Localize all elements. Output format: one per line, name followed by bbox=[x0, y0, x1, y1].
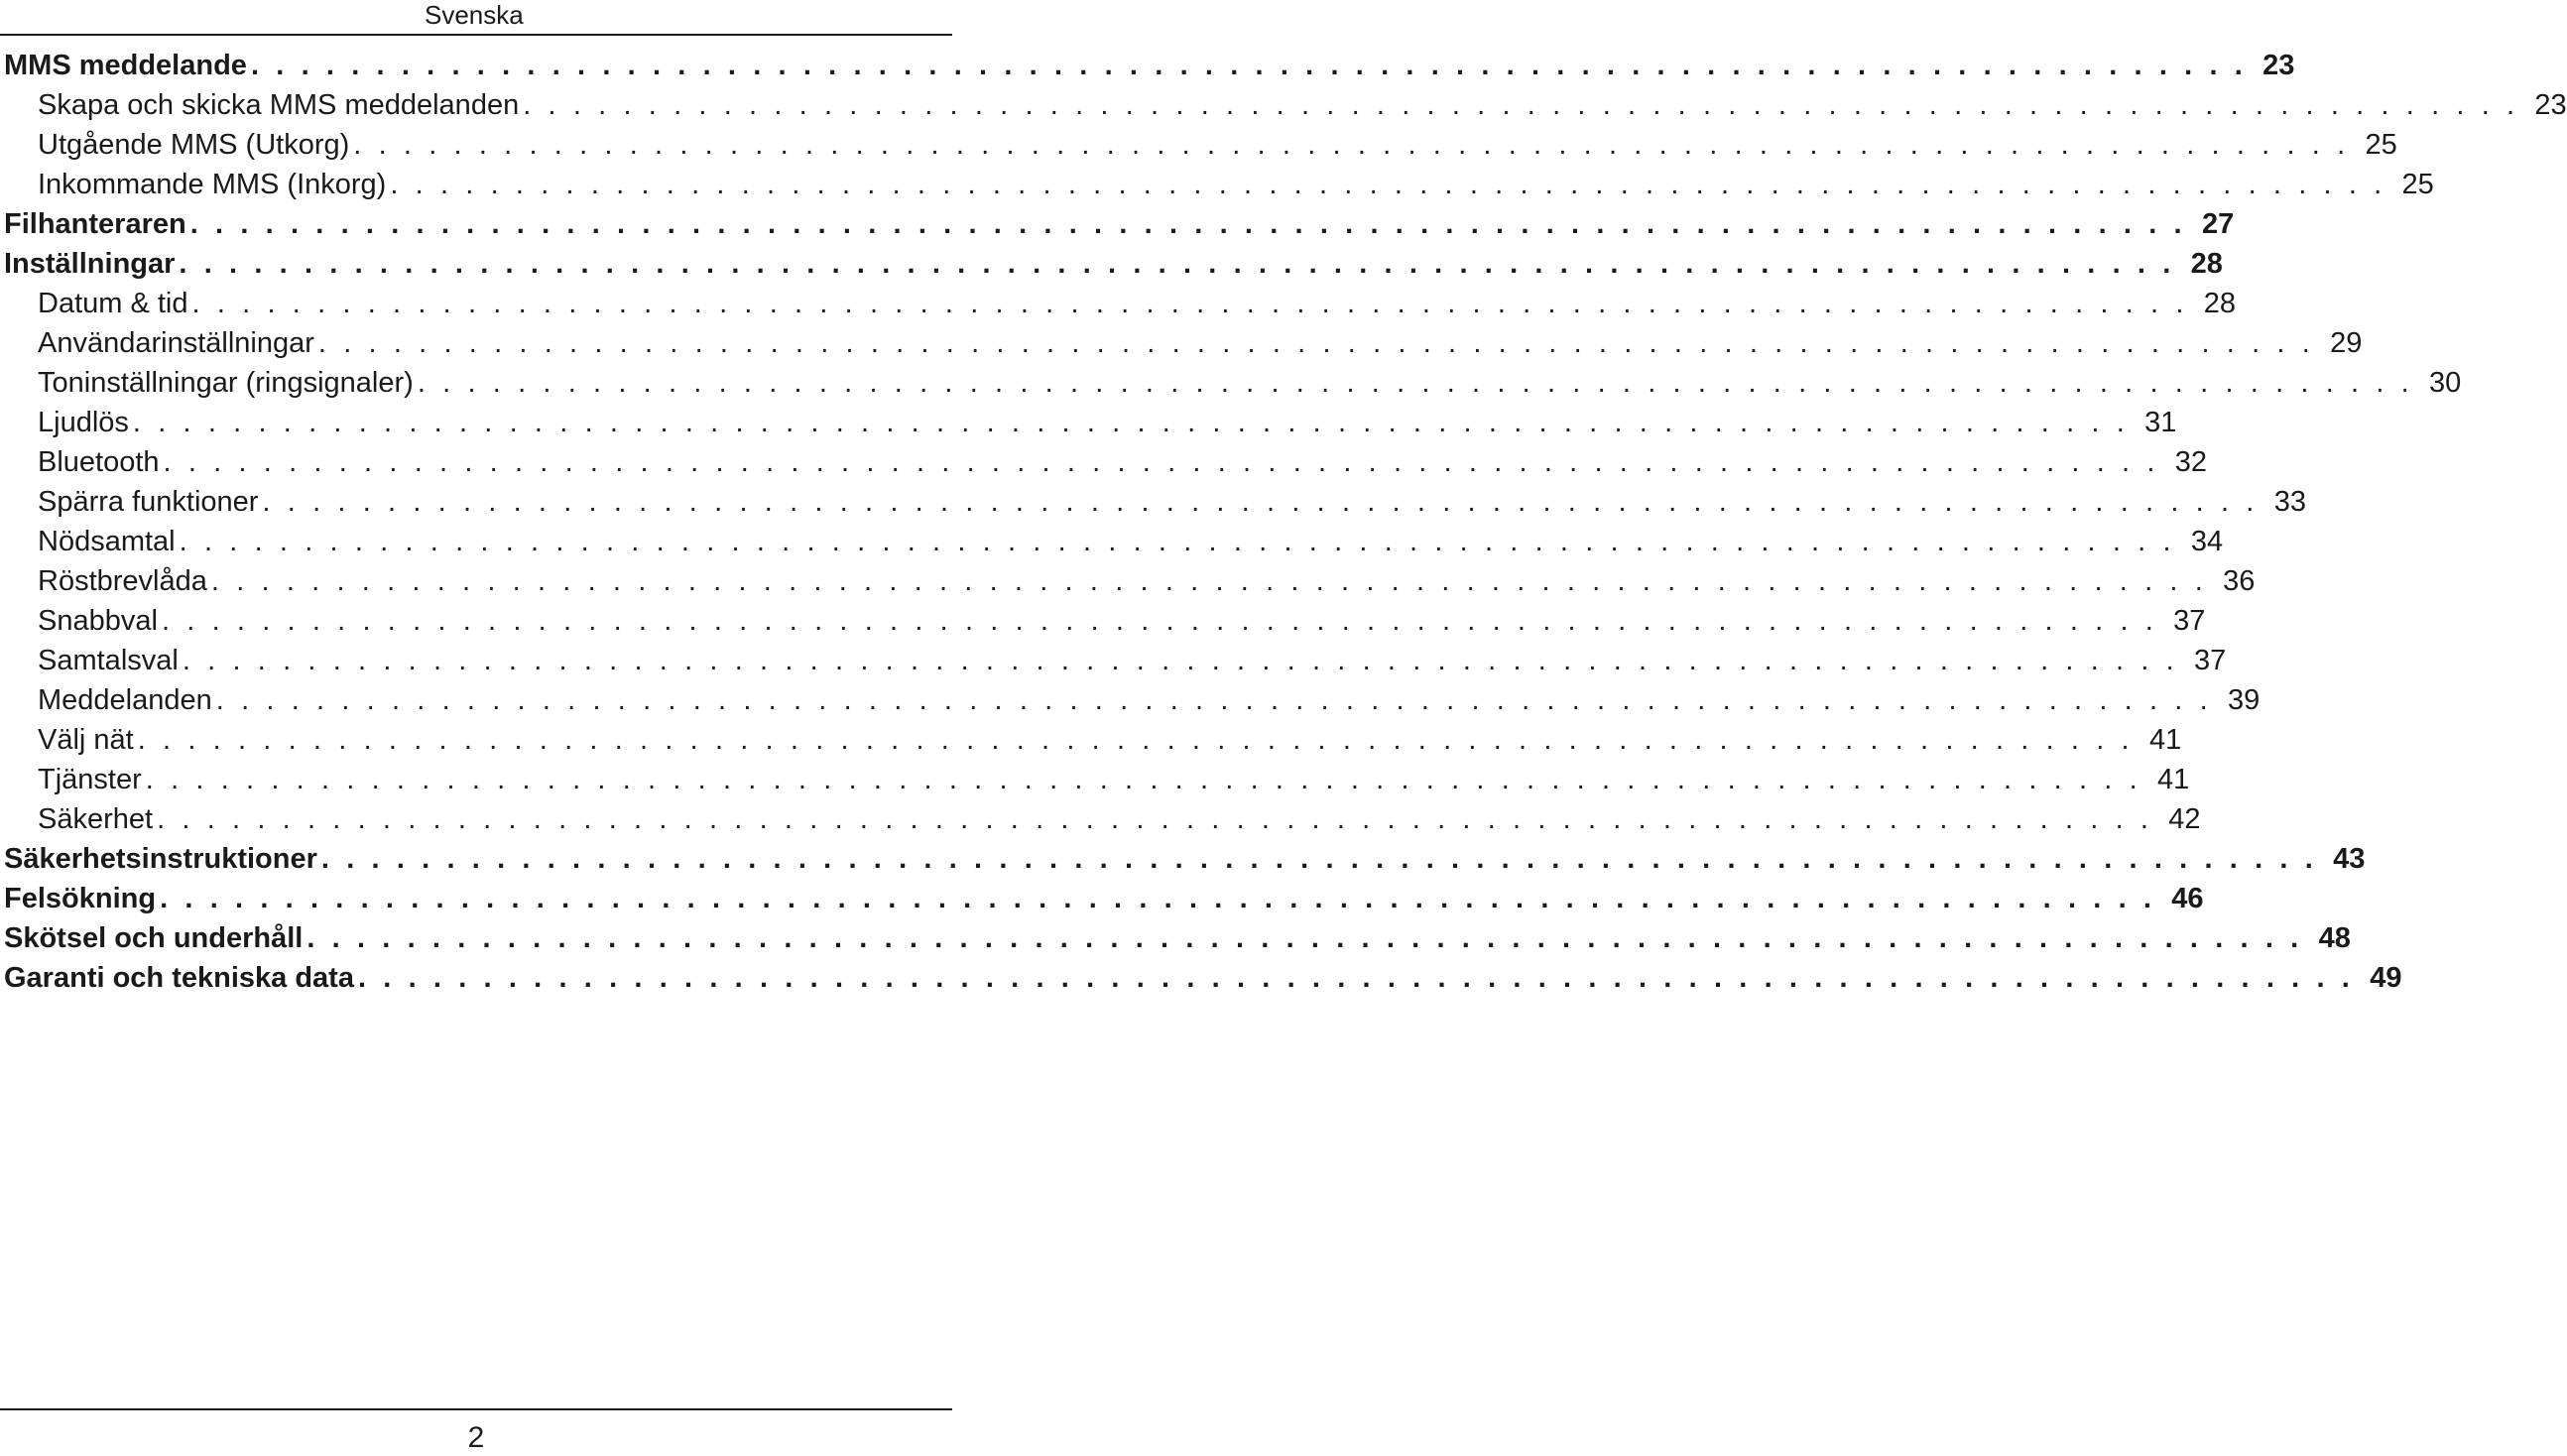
toc-entry-page: 43 bbox=[2333, 843, 2366, 875]
toc-entry-page: 39 bbox=[2227, 684, 2261, 716]
toc-entry-title: Samtalsval bbox=[38, 645, 179, 676]
toc-entry-page: 25 bbox=[2401, 169, 2434, 200]
toc-entry[interactable] bbox=[0, 403, 2177, 442]
toc-entry-page: 41 bbox=[2148, 724, 2182, 756]
footer-divider bbox=[0, 1408, 952, 1410]
toc-entry-title: Skötsel och underhåll bbox=[4, 922, 304, 954]
toc-entry-title: Felsökning bbox=[4, 883, 157, 914]
dot-leader: . . . . . . . . . . . . . . . . . . . . . . . . . . . . . . . . . . . . . . . . . . . . . . . . . . . . . . . . . . . . . . . . . . . . . . . . . . . . . . . . bbox=[215, 684, 2213, 716]
toc-entry[interactable] bbox=[0, 760, 2190, 799]
dot-leader: . . . . . . . . . . . . . . . . . . . . . . . . . . . . . . . . . . . . . . . . . . . . . . . . . . . . . . . . . . . . . . . . . . . . . . . . . . . . . . . . bbox=[523, 89, 2519, 121]
dot-leader: . . . . . . . . . . . . . . . . . . . . . . . . . . . . . . . . . . . . . . . . . . . . . . . . . . . . . . . . . . . . . . . . . . . . . . . . . . . . . . . . bbox=[182, 645, 2179, 676]
toc-entry[interactable] bbox=[0, 958, 2402, 998]
page-number: 2 bbox=[467, 1421, 485, 1454]
toc-entry-title: Säkerhet bbox=[38, 803, 154, 835]
toc-entry-page: 36 bbox=[2223, 565, 2256, 597]
toc-entry-page: 48 bbox=[2318, 922, 2351, 954]
dot-leader: . . . . . . . . . . . . . . . . . . . . . . . . . . . . . . . . . . . . . . . . . . . . . . . . . . . . . . . . . . . . . . . . . . . . . . . . . . . . . . . . bbox=[357, 962, 2355, 994]
toc-entry-page: 41 bbox=[2156, 764, 2190, 795]
toc-entry-title: Spärra funktioner bbox=[38, 486, 259, 518]
toc-entry-page: 49 bbox=[2370, 962, 2402, 994]
toc-entry-title: Säkerhetsinstruktioner bbox=[4, 843, 317, 875]
toc-entry[interactable] bbox=[0, 839, 2366, 879]
toc-entry-title: Toninställningar (ringsignaler) bbox=[38, 367, 414, 399]
dot-leader: . . . . . . . . . . . . . . . . . . . . . . . . . . . . . . . . . . . . . . . . . . . . . . . . . . . . . . . . . . . . . . . . . . . . . . . . . . . . . . . . bbox=[161, 605, 2158, 637]
toc-entry-title: Användarinställningar bbox=[38, 327, 314, 359]
toc-entry[interactable] bbox=[0, 204, 2235, 244]
toc-entry-page: 31 bbox=[2144, 407, 2177, 438]
toc-entry-page: 29 bbox=[2330, 327, 2363, 359]
toc-entry[interactable] bbox=[0, 165, 2434, 204]
dot-leader: . . . . . . . . . . . . . . . . . . . . . . . . . . . . . . . . . . . . . . . . . . . . . . . . . . . . . . . . . . . . . . . . . . . . . . . . . . . . . . . . bbox=[179, 526, 2176, 557]
toc-entry[interactable] bbox=[0, 918, 2351, 958]
table-of-contents bbox=[0, 46, 2567, 998]
toc-entry-title: Utgående MMS (Utkorg) bbox=[38, 129, 350, 161]
toc-entry[interactable] bbox=[0, 85, 2567, 125]
toc-entry-page: 37 bbox=[2173, 605, 2206, 637]
dot-leader: . . . . . . . . . . . . . . . . . . . . . . . . . . . . . . . . . . . . . . . . . . . . . . . . . . . . . . . . . . . . . . . . . . . . . . . . . . . . . . . . bbox=[157, 803, 2153, 835]
toc-entry[interactable] bbox=[0, 46, 2295, 85]
toc-entry-page: 28 bbox=[2190, 248, 2223, 280]
toc-entry-title: Filhanteraren bbox=[4, 208, 186, 240]
dot-leader: . . . . . . . . . . . . . . . . . . . . . . . . . . . . . . . . . . . . . . . . . . . . . . . . . . . . . . . . . . . . . . . . . . . . . . . . . . . . . . . . bbox=[320, 843, 2318, 875]
toc-entry[interactable] bbox=[0, 363, 2462, 403]
toc-entry[interactable] bbox=[0, 522, 2224, 561]
toc-entry[interactable] bbox=[0, 244, 2223, 284]
dot-leader: . . . . . . . . . . . . . . . . . . . . . . . . . . . . . . . . . . . . . . . . . . . . . . . . . . . . . . . . . . . . . . . . . . . . . . . . . . . . . . . . bbox=[132, 407, 2130, 438]
toc-entry-page: 33 bbox=[2273, 486, 2306, 518]
dot-leader: . . . . . . . . . . . . . . . . . . . . . . . . . . . . . . . . . . . . . . . . . . . . . . . . . . . . . . . . . . . . . . . . . . . . . . . . . . . . . . . . bbox=[353, 129, 2350, 161]
toc-entry-title: Inkommande MMS (Inkorg) bbox=[38, 169, 387, 200]
toc-entry[interactable] bbox=[0, 561, 2256, 601]
toc-entry[interactable] bbox=[0, 879, 2204, 918]
header-divider bbox=[0, 34, 952, 36]
dot-leader: . . . . . . . . . . . . . . . . . . . . . . . . . . . . . . . . . . . . . . . . . . . . . . . . . . . . . . . . . . . . . . . . . . . . . . . . . . . . . . . . bbox=[390, 169, 2386, 200]
toc-entry-page: 23 bbox=[2262, 50, 2295, 81]
toc-entry-page: 42 bbox=[2168, 803, 2201, 835]
toc-entry[interactable] bbox=[0, 284, 2236, 323]
toc-entry-page: 25 bbox=[2365, 129, 2397, 161]
toc-entry[interactable] bbox=[0, 323, 2363, 363]
dot-leader: . . . . . . . . . . . . . . . . . . . . . . . . . . . . . . . . . . . . . . . . . . . . . . . . . . . . . . . . . . . . . . . . . . . . . . . . . . . . . . . . bbox=[262, 486, 2259, 518]
dot-leader: . . . . . . . . . . . . . . . . . . . . . . . . . . . . . . . . . . . . . . . . . . . . . . . . . . . . . . . . . . . . . . . . . . . . . . . . . . . . . . . . bbox=[191, 288, 2188, 319]
toc-entry-title: Meddelanden bbox=[38, 684, 212, 716]
toc-entry-page: 23 bbox=[2534, 89, 2567, 121]
toc-entry[interactable] bbox=[0, 442, 2208, 482]
toc-entry-page: 37 bbox=[2194, 645, 2227, 676]
toc-entry-page: 34 bbox=[2190, 526, 2224, 557]
dot-leader: . . . . . . . . . . . . . . . . . . . . . . . . . . . . . . . . . . . . . . . . . . . . . . . . . . . . . . . . . . . . . . . . . . . . . . . . . . . . . . . . bbox=[145, 764, 2142, 795]
toc-entry-title: Nödsamtal bbox=[38, 526, 176, 557]
toc-entry-title: Tjänster bbox=[38, 764, 142, 795]
toc-entry[interactable] bbox=[0, 482, 2306, 522]
toc-entry[interactable] bbox=[0, 601, 2206, 641]
toc-entry-title: Datum & tid bbox=[38, 288, 188, 319]
dot-leader: . . . . . . . . . . . . . . . . . . . . . . . . . . . . . . . . . . . . . . . . . . . . . . . . . . . . . . . . . . . . . . . . . . . . . . . . . . . . . . . . bbox=[160, 883, 2156, 914]
toc-entry[interactable] bbox=[0, 641, 2227, 680]
toc-entry-title: MMS meddelande bbox=[4, 50, 247, 81]
dot-leader: . . . . . . . . . . . . . . . . . . . . . . . . . . . . . . . . . . . . . . . . . . . . . . . . . . . . . . . . . . . . . . . . . . . . . . . . . . . . . . . . bbox=[137, 724, 2135, 756]
toc-entry-title: Snabbval bbox=[38, 605, 158, 637]
toc-entry[interactable] bbox=[0, 799, 2201, 839]
toc-entry-page: 46 bbox=[2171, 883, 2204, 914]
dot-leader: . . . . . . . . . . . . . . . . . . . . . . . . . . . . . . . . . . . . . . . . . . . . . . . . . . . . . . . . . . . . . . . . . . . . . . . . . . . . . . . . bbox=[250, 50, 2248, 81]
toc-entry-page: 28 bbox=[2203, 288, 2236, 319]
toc-entry[interactable] bbox=[0, 720, 2182, 760]
toc-entry-page: 30 bbox=[2429, 367, 2462, 399]
dot-leader: . . . . . . . . . . . . . . . . . . . . . . . . . . . . . . . . . . . . . . . . . . . . . . . . . . . . . . . . . . . . . . . . . . . . . . . . . . . . . . . . bbox=[189, 208, 2187, 240]
toc-entry-title: Skapa och skicka MMS meddelanden bbox=[38, 89, 520, 121]
toc-entry-title: Inställningar bbox=[4, 248, 176, 280]
dot-leader: . . . . . . . . . . . . . . . . . . . . . . . . . . . . . . . . . . . . . . . . . . . . . . . . . . . . . . . . . . . . . . . . . . . . . . . . . . . . . . . . bbox=[210, 565, 2208, 597]
dot-leader: . . . . . . . . . . . . . . . . . . . . . . . . . . . . . . . . . . . . . . . . . . . . . . . . . . . . . . . . . . . . . . . . . . . . . . . . . . . . . . . . bbox=[179, 248, 2175, 280]
toc-entry-title: Garanti och tekniska data bbox=[4, 962, 354, 994]
toc-entry-title: Ljudlös bbox=[38, 407, 129, 438]
toc-entry-title: Bluetooth bbox=[38, 446, 160, 478]
toc-entry[interactable] bbox=[0, 680, 2261, 720]
dot-leader: . . . . . . . . . . . . . . . . . . . . . . . . . . . . . . . . . . . . . . . . . . . . . . . . . . . . . . . . . . . . . . . . . . . . . . . . . . . . . . . . bbox=[317, 327, 2315, 359]
toc-entry-title: Välj nät bbox=[38, 724, 134, 756]
header-language-label: Svenska bbox=[425, 0, 524, 30]
toc-entry-page: 27 bbox=[2201, 208, 2235, 240]
dot-leader: . . . . . . . . . . . . . . . . . . . . . . . . . . . . . . . . . . . . . . . . . . . . . . . . . . . . . . . . . . . . . . . . . . . . . . . . . . . . . . . . bbox=[306, 922, 2303, 954]
toc-entry-title: Röstbrevlåda bbox=[38, 565, 207, 597]
dot-leader: . . . . . . . . . . . . . . . . . . . . . . . . . . . . . . . . . . . . . . . . . . . . . . . . . . . . . . . . . . . . . . . . . . . . . . . . . . . . . . . . bbox=[417, 367, 2414, 399]
toc-entry-page: 32 bbox=[2174, 446, 2208, 478]
toc-entry[interactable] bbox=[0, 125, 2397, 165]
dot-leader: . . . . . . . . . . . . . . . . . . . . . . . . . . . . . . . . . . . . . . . . . . . . . . . . . . . . . . . . . . . . . . . . . . . . . . . . . . . . . . . . bbox=[163, 446, 2160, 478]
